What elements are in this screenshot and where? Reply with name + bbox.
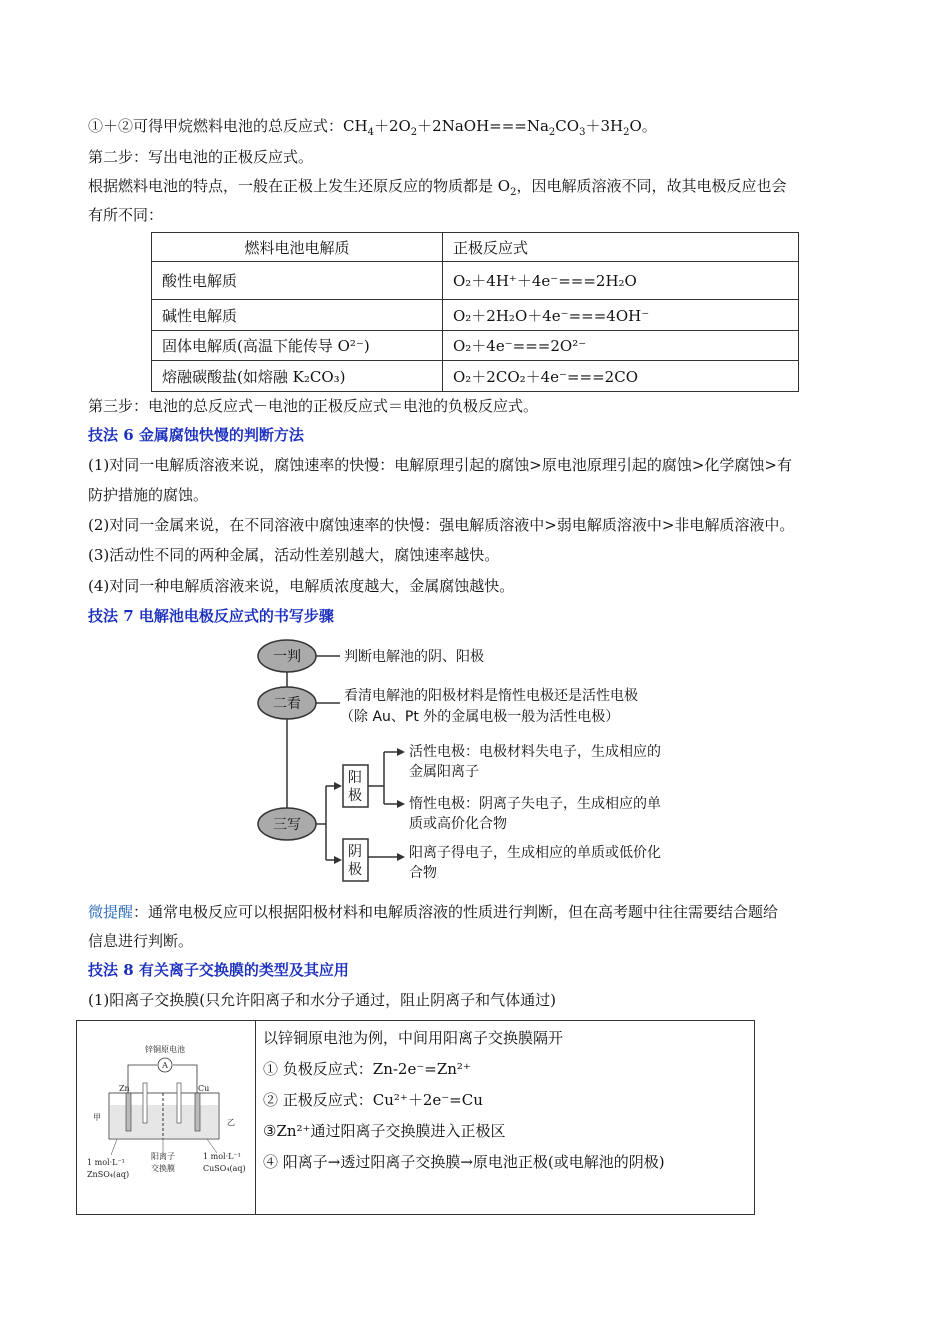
text: ，因电解质溶液不同，故其电极反应也会 xyxy=(516,177,787,195)
cu-electrode xyxy=(195,1093,200,1131)
tip6-p3: (3)活动性不同的两种金属，活动性差别越大，腐蚀速率越快。 xyxy=(88,546,500,564)
cathode-text-1: 阳离子得电子，生成相应的单质或低价化 xyxy=(409,845,661,861)
text: ＋2O xyxy=(373,117,411,135)
anode-active-2: 金属阳离子 xyxy=(409,764,479,780)
anode-inert-1: 惰性电极：阴离子失电子，生成相应的单 xyxy=(409,796,661,812)
tube xyxy=(177,1083,181,1123)
left-solution-2: ZnSO₄(aq) xyxy=(87,1170,130,1179)
ammeter-label: A xyxy=(162,1061,168,1070)
cell-reaction: O₂＋2CO₂＋4e⁻===2CO xyxy=(443,361,799,392)
reminder-line-cont: 信息进行判断。 xyxy=(88,932,194,950)
wire xyxy=(173,1065,197,1093)
sub: 2 xyxy=(410,127,418,138)
ion-exchange-box xyxy=(76,1020,755,1215)
box-line-3: ② 正极反应式：Cu²⁺＋2e⁻=Cu xyxy=(263,1091,483,1109)
arrow-head xyxy=(334,782,342,790)
left-solution-1: 1 mol·L⁻¹ xyxy=(87,1158,125,1167)
step1-text: 判断电解池的阴、阳极 xyxy=(344,649,484,665)
box-line-5: ④ 阳离子→透过阳离子交换膜→原电池正极(或电解池的阴极) xyxy=(263,1153,665,1171)
tube xyxy=(143,1083,147,1123)
tip6-title: 技法 6 金属腐蚀快慢的判断方法 xyxy=(88,426,304,444)
figure-title: 锌铜原电池 xyxy=(145,1045,185,1054)
anode-active-1: 活性电极：电极材料失电子，生成相应的 xyxy=(409,744,661,760)
membrane-label-2: 交换膜 xyxy=(151,1164,175,1173)
text: ＋3H xyxy=(585,117,624,135)
text: ＋2NaOH===Na xyxy=(417,117,549,135)
reminder-label: 微提醒 xyxy=(88,903,134,921)
cell-electrolyte: 酸性电解质 xyxy=(152,262,443,300)
tip7-title: 技法 7 电解池电极反应式的书写步骤 xyxy=(88,607,334,625)
sub: 2 xyxy=(510,187,517,198)
arrow-head xyxy=(397,853,405,861)
galvanic-cell-figure xyxy=(77,1021,255,1214)
cu-label: Cu xyxy=(198,1084,210,1093)
reminder-text: ：通常电极反应可以根据阳极材料和电解质溶液的性质进行判断，但在高考题中往往需要结合题给 xyxy=(133,903,779,921)
arrow-head xyxy=(334,856,342,864)
tip6-p1a: (1)对同一电解质溶液来说，腐蚀速率的快慢：电解原理引起的腐蚀>原电池原理引起的腐蚀>化学腐蚀>有 xyxy=(88,456,792,474)
sub: 3 xyxy=(579,127,586,138)
zn-label: Zn xyxy=(119,1084,130,1093)
cathode-text-2: 合物 xyxy=(409,865,437,881)
cell-electrolyte: 熔融碳酸盐(如熔融 K₂CO₃) xyxy=(152,361,443,392)
header-reaction: 正极反应式 xyxy=(443,233,799,262)
anode-inert-2: 质或高价化合物 xyxy=(409,816,507,832)
paragraph-fuel-cell-cont: 有所不同： xyxy=(88,206,164,224)
sub: 2 xyxy=(548,127,556,138)
text: CO xyxy=(555,117,580,135)
reminder-line xyxy=(88,902,778,922)
wire xyxy=(128,1065,157,1093)
text: ①＋②可得甲烷燃料电池的总反应式：CH xyxy=(88,117,368,135)
right-solution-1: 1 mol·L⁻¹ xyxy=(203,1152,241,1161)
anode-label-1: 阳 xyxy=(348,770,362,786)
text: O。 xyxy=(629,117,657,135)
cathode-label-1: 阴 xyxy=(348,844,362,860)
step-2: 第二步：写出电池的正极反应式。 xyxy=(88,148,314,166)
left-label: 甲 xyxy=(93,1113,101,1122)
pointer xyxy=(111,1139,117,1155)
box-line-1: 以锌铜原电池为例，中间用阳离子交换膜隔开 xyxy=(263,1029,564,1047)
tip8-title: 技法 8 有关离子交换膜的类型及其应用 xyxy=(88,961,349,979)
arrow-head xyxy=(397,800,405,808)
step2-text2: （除 Au、Pt 外的金属电极一般为活性电极） xyxy=(340,709,620,725)
step2-text1: 看清电解池的阳极材料是惰性电极还是活性电极 xyxy=(344,688,638,704)
right-solution-2: CuSO₄(aq) xyxy=(203,1164,246,1173)
cell-electrolyte: 碱性电解质 xyxy=(152,300,443,331)
tip8-p1: (1)阳离子交换膜(只允许阳离子和水分子通过，阻止阴离子和气体通过) xyxy=(88,991,556,1009)
tip6-p2: (2)对同一金属来说，在不同溶液中腐蚀速率的快慢：强电解质溶液中>弱电解质溶液中>非电解质溶液中。 xyxy=(88,516,795,534)
tip6-p4: (4)对同一种电解质溶液来说，电解质浓度越大，金属腐蚀越快。 xyxy=(88,577,515,595)
step1-label: 一判 xyxy=(273,649,301,665)
pointer xyxy=(207,1139,217,1153)
header-electrolyte: 燃料电池电解质 xyxy=(152,233,443,262)
text: 根据燃料电池的特点，一般在正极上发生还原反应的物质都是 O xyxy=(88,177,511,195)
step-3: 第三步：电池的总反应式－电池的正极反应式＝电池的负极反应式。 xyxy=(88,397,539,415)
divider xyxy=(255,1021,256,1214)
sub: 4 xyxy=(367,127,374,138)
cell-reaction: O₂＋4e⁻===2O²⁻ xyxy=(443,331,799,361)
cathode-label-2: 极 xyxy=(348,862,362,878)
step2-label: 二看 xyxy=(273,696,301,712)
anode-label-2: 极 xyxy=(348,788,362,804)
cell-reaction: O₂＋2H₂O＋4e⁻===4OH⁻ xyxy=(443,300,799,331)
arrow-head xyxy=(397,748,405,756)
zn-electrode xyxy=(126,1093,131,1131)
box-line-4: ③Zn²⁺通过阳离子交换膜进入正极区 xyxy=(263,1122,506,1140)
membrane-label-1: 阳离子 xyxy=(151,1152,175,1161)
box-line-2: ① 负极反应式：Zn-2e⁻=Zn²⁺ xyxy=(263,1060,471,1078)
right-label: 乙 xyxy=(227,1118,235,1127)
cell-reaction: O₂＋4H⁺＋4e⁻===2H₂O xyxy=(443,262,799,300)
tip6-p1b: 防护措施的腐蚀。 xyxy=(88,486,209,504)
cell-electrolyte: 固体电解质(高温下能传导 O²⁻) xyxy=(152,331,443,361)
step3-label: 三写 xyxy=(273,817,301,833)
sub: 2 xyxy=(623,127,630,138)
